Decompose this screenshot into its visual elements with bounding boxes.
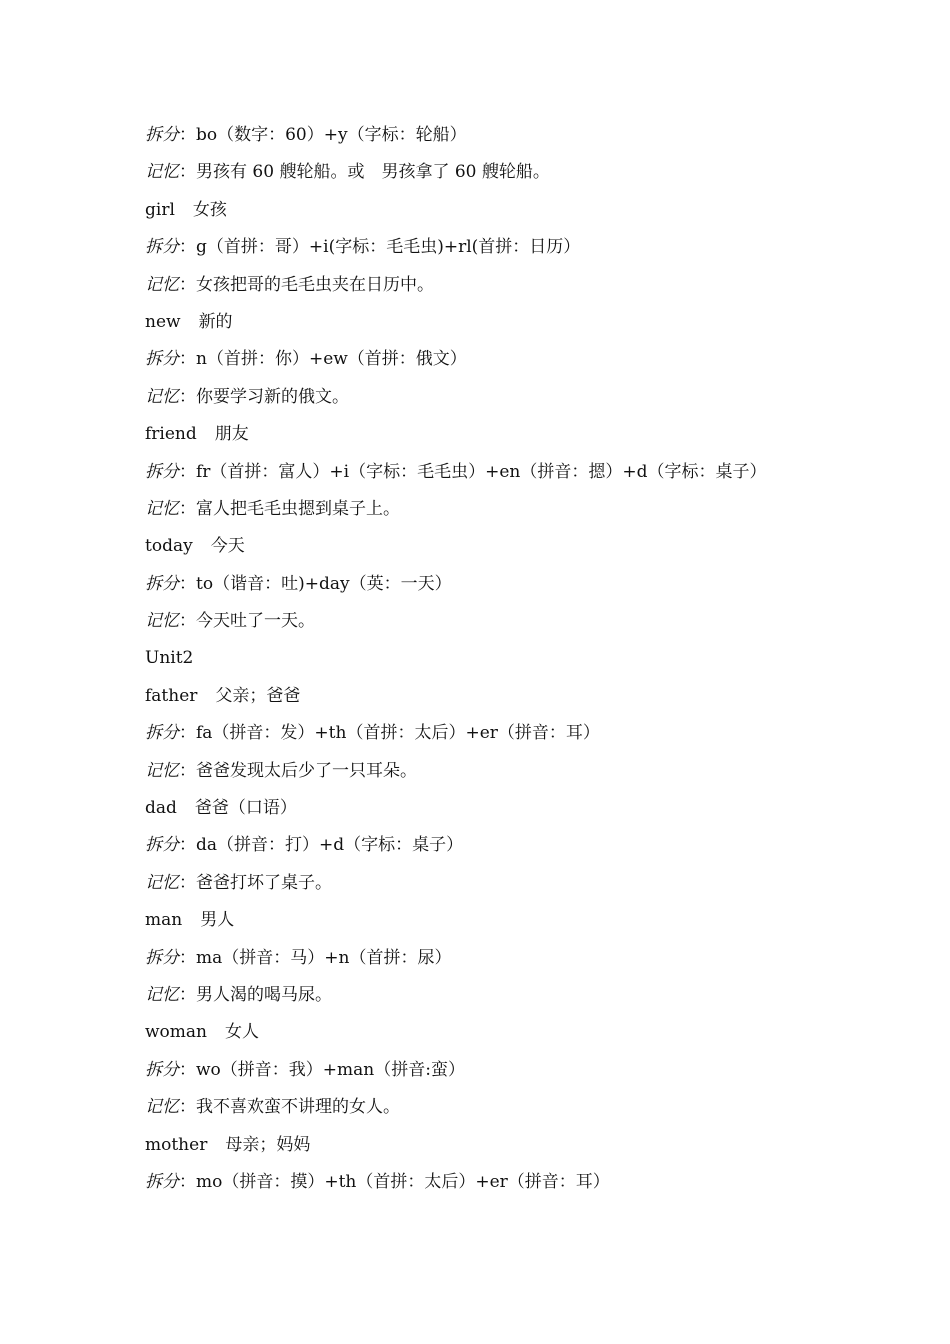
memory-text: 富人把毛毛虫摁到桌子上。 (196, 498, 400, 519)
split-line (145, 940, 925, 977)
label-colon: ： (179, 573, 196, 594)
split-label: 拆分 (145, 237, 179, 258)
split-text: ma（拼音：马）+n（首拼：尿） (196, 947, 452, 968)
label-colon: ： (179, 1171, 196, 1192)
memory-line (145, 379, 925, 416)
label-colon: ： (179, 723, 196, 744)
vocab-word: man (145, 910, 183, 931)
vocab-word: woman (145, 1022, 207, 1043)
vocab-meaning: 男人 (200, 910, 235, 931)
vocab-entry (145, 790, 925, 827)
vocab-word: girl (145, 199, 175, 220)
vocab-entry (145, 304, 925, 341)
memory-label: 记忆 (145, 760, 179, 781)
split-label: 拆分 (145, 349, 179, 370)
split-label: 拆分 (145, 1171, 179, 1192)
split-text: bo（数字：60）+y（字标：轮船） (196, 125, 467, 145)
memory-text: 男孩有 60 艘轮船。或 男孩拿了 60 艘轮船。 (196, 162, 550, 183)
memory-text: 你要学习新的俄文。 (196, 386, 349, 407)
memory-line (145, 865, 925, 902)
memory-line (145, 267, 925, 304)
split-line (145, 341, 925, 378)
split-label: 拆分 (145, 1059, 179, 1080)
vocab-meaning: 女人 (225, 1022, 259, 1043)
split-text: n（首拼：你）+ew（首拼：俄文） (196, 349, 467, 370)
memory-label: 记忆 (145, 611, 179, 632)
label-colon: ： (179, 274, 196, 295)
vocab-word: friend (145, 424, 197, 445)
vocabulary-list (145, 117, 925, 1201)
label-colon: ： (179, 1059, 196, 1080)
split-text: g（首拼：哥）+i(字标：毛毛虫)+rl(首拼：日历） (196, 237, 581, 258)
vocab-entry (145, 1014, 925, 1051)
vocab-entry (145, 416, 925, 453)
split-text: fa（拼音：发）+th（首拼：太后）+er（拼音：耳） (196, 723, 600, 744)
label-colon: ： (179, 760, 196, 781)
memory-label: 记忆 (145, 162, 179, 183)
vocab-word: new (145, 311, 181, 332)
split-text: mo（拼音：摸）+th（首拼：太后）+er（拼音：耳） (196, 1171, 610, 1192)
memory-label: 记忆 (145, 984, 179, 1005)
memory-text: 爸爸发现太后少了一只耳朵。 (196, 760, 417, 781)
vocab-word: dad (145, 798, 177, 819)
split-line (145, 566, 925, 603)
vocab-meaning: 新的 (198, 311, 233, 332)
split-text: da（拼音：打）+d（字标：桌子） (196, 835, 464, 856)
split-text: to（谐音：吐)+day（英：一天） (196, 573, 452, 594)
memory-label: 记忆 (145, 274, 179, 295)
split-text: wo（拼音：我）+man（拼音:蛮） (196, 1059, 465, 1080)
label-colon: ： (179, 461, 196, 482)
label-colon: ： (179, 947, 196, 968)
memory-line (145, 491, 925, 528)
label-colon: ： (179, 386, 196, 407)
unit-heading: Unit2 (145, 648, 194, 669)
memory-label: 记忆 (145, 386, 179, 407)
memory-text: 我不喜欢蛮不讲理的女人。 (196, 1097, 400, 1118)
vocab-word: mother (145, 1134, 208, 1155)
split-line (145, 1164, 925, 1201)
vocab-meaning: 朋友 (214, 424, 249, 445)
memory-text: 爸爸打坏了桌子。 (196, 872, 332, 893)
label-colon: ： (179, 1097, 196, 1118)
vocab-meaning: 母亲；妈妈 (225, 1134, 311, 1155)
vocab-entry (145, 1127, 925, 1164)
vocab-meaning: 今天 (210, 536, 245, 557)
memory-label: 记忆 (145, 872, 179, 893)
split-line (145, 1052, 925, 1089)
memory-label: 记忆 (145, 1097, 179, 1118)
vocab-meaning: 父亲；爸爸 (215, 685, 301, 706)
label-colon: ： (179, 349, 196, 370)
memory-text: 女孩把哥的毛毛虫夹在日历中。 (196, 274, 434, 295)
memory-line (145, 154, 925, 191)
label-colon: ： (179, 237, 196, 258)
label-colon: ： (179, 835, 196, 856)
memory-line (145, 1089, 925, 1126)
label-colon: ： (179, 611, 196, 632)
vocab-entry (145, 528, 925, 565)
split-label: 拆分 (145, 835, 179, 856)
memory-text: 男人渴的喝马尿。 (196, 984, 332, 1005)
vocab-entry (145, 192, 925, 229)
label-colon: ： (179, 498, 196, 519)
memory-line (145, 977, 925, 1014)
split-label: 拆分 (145, 125, 179, 145)
memory-label: 记忆 (145, 498, 179, 519)
vocab-entry (145, 678, 925, 715)
vocab-word: father (145, 685, 198, 706)
label-colon: ： (179, 984, 196, 1005)
split-line (145, 715, 925, 752)
split-line (145, 229, 925, 266)
split-line (145, 827, 925, 864)
split-line (145, 454, 925, 491)
split-label: 拆分 (145, 947, 179, 968)
split-label: 拆分 (145, 461, 179, 482)
label-colon: ： (179, 125, 196, 145)
vocab-entry (145, 902, 925, 939)
label-colon: ： (179, 872, 196, 893)
split-label: 拆分 (145, 723, 179, 744)
split-text: fr（首拼：富人）+i（字标：毛毛虫）+en（拼音：摁）+d（字标：桌子） (196, 461, 767, 482)
split-line (145, 117, 925, 154)
memory-line (145, 753, 925, 790)
split-label: 拆分 (145, 573, 179, 594)
memory-line (145, 603, 925, 640)
memory-text: 今天吐了一天。 (196, 611, 315, 632)
vocab-word: today (145, 536, 193, 557)
vocab-meaning: 爸爸（口语） (194, 798, 297, 819)
label-colon: ： (179, 162, 196, 183)
vocab-meaning: 女孩 (192, 199, 227, 220)
